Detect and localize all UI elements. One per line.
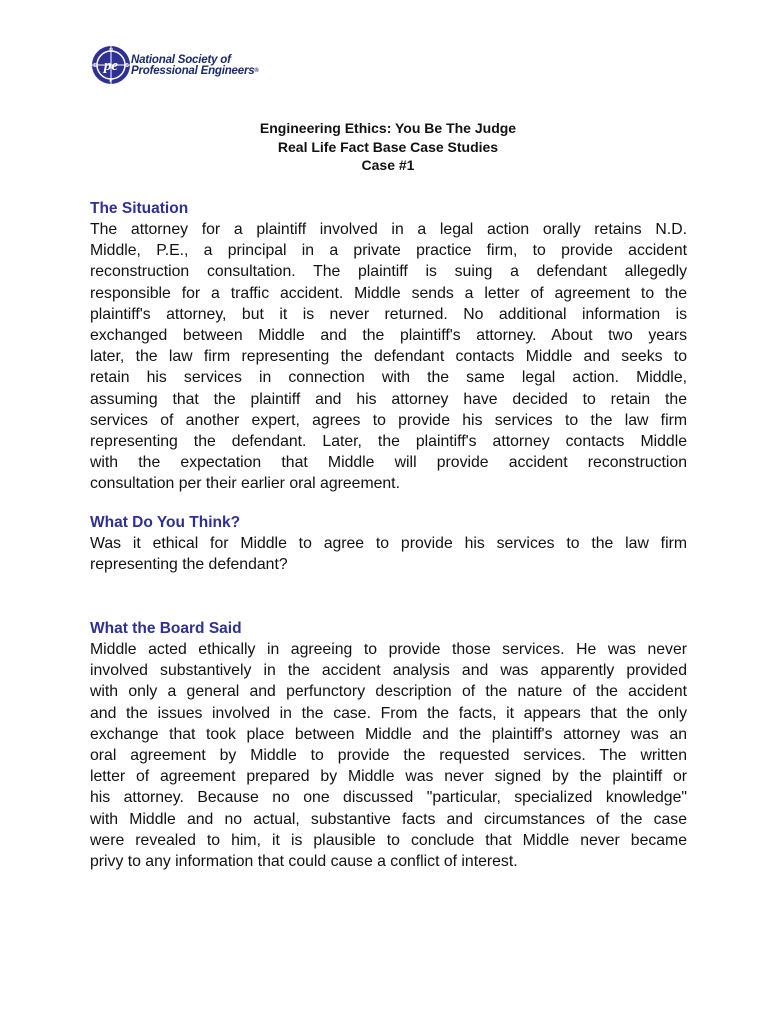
logo-wordmark: [131, 55, 259, 77]
situation-line: plaintiff's attorney, but it is never returned. No additional information is: [90, 305, 687, 323]
situation-line: later, the law firm representing the defendant contacts Middle and seeks to: [90, 348, 687, 366]
registered-mark: ®: [254, 68, 259, 74]
logo-mark-letter: E: [93, 63, 97, 69]
question-body: [90, 533, 687, 575]
question-heading: What Do You Think?: [90, 514, 241, 531]
question-line: Was it ethical for Middle to agree to provide his services to the law firm: [90, 535, 687, 552]
question-section: [90, 513, 687, 575]
situation-heading: The Situation: [90, 200, 189, 217]
situation-line: exchanged between Middle and the plaintiff's attorney. About two years: [90, 326, 687, 344]
title-line-2: Real Life Fact Base Case Studies: [277, 138, 499, 155]
board-line: exchange that took place between Middle and the plaintiff's attorney was an: [90, 725, 687, 743]
board-line: and the issues involved in the case. From the facts, it appears that the only: [90, 704, 687, 722]
nspe-logo: [90, 44, 290, 90]
board-heading: What the Board Said: [90, 620, 242, 637]
situation-line: representing the defendant. Later, the plaintiff's attorney contacts Middle: [90, 432, 687, 450]
situation-line: Middle, P.E., a principal in a private practice firm, to provide accident: [90, 242, 687, 260]
board-line: Middle acted ethically in agreeing to provide those services. He was never: [90, 641, 687, 658]
document-title: [90, 119, 686, 175]
board-line: privy to any information that could cause a conflict of interest.: [90, 852, 518, 870]
situation-line: reconstruction consultation. The plaintiff is suing a defendant allegedly: [90, 263, 687, 281]
situation-line: services of another expert, agrees to provide his services to the law firm: [90, 411, 687, 429]
title-line-1: Engineering Ethics: You Be The Judge: [259, 120, 517, 136]
logo-line-1: National Society of: [131, 54, 231, 66]
board-body: [90, 639, 687, 872]
logo-mark-letter: P: [109, 78, 113, 84]
logo-mark-letter: N: [109, 48, 113, 54]
logo-mark-letter: S: [125, 63, 129, 69]
situation-line: responsible for a traffic accident. Middle sends a letter of agreement to the: [90, 284, 687, 302]
board-line: with only a general and perfunctory description of the nature of the accident: [90, 683, 687, 701]
situation-line: assuming that the plaintiff and his attorney have decided to retain the: [90, 390, 687, 408]
nspe-emblem-icon: [90, 44, 132, 86]
logo-mark-text: pe: [103, 58, 119, 74]
board-line: with Middle and no actual, substantive facts and circumstances of the case: [90, 810, 687, 828]
situation-line: The attorney for a plaintiff involved in a legal action orally retains N.D.: [90, 221, 687, 238]
question-line: representing the defendant?: [90, 556, 288, 574]
situation-line: retain his services in connection with the same legal action. Middle,: [90, 369, 687, 387]
board-section: [90, 619, 687, 872]
board-line: his attorney. Because no one discussed "particular, specialized knowledge": [90, 789, 687, 807]
situation-body: [90, 219, 687, 494]
situation-section: [90, 199, 687, 494]
logo-line-2: Professional Engineers: [131, 65, 255, 77]
situation-line: with the expectation that Middle will provide accident reconstruction: [90, 454, 687, 472]
board-line: involved substantively in the accident analysis and was apparently provided: [90, 662, 687, 680]
title-line-3: Case #1: [361, 157, 415, 173]
board-line: were revealed to him, it is plausible to conclude that Middle never became: [90, 831, 687, 849]
situation-line: consultation per their earlier oral agreement.: [90, 475, 400, 493]
board-line: oral agreement by Middle to provide the requested services. The written: [90, 746, 687, 764]
board-line: letter of agreement prepared by Middle was never signed by the plaintiff or: [90, 768, 687, 786]
